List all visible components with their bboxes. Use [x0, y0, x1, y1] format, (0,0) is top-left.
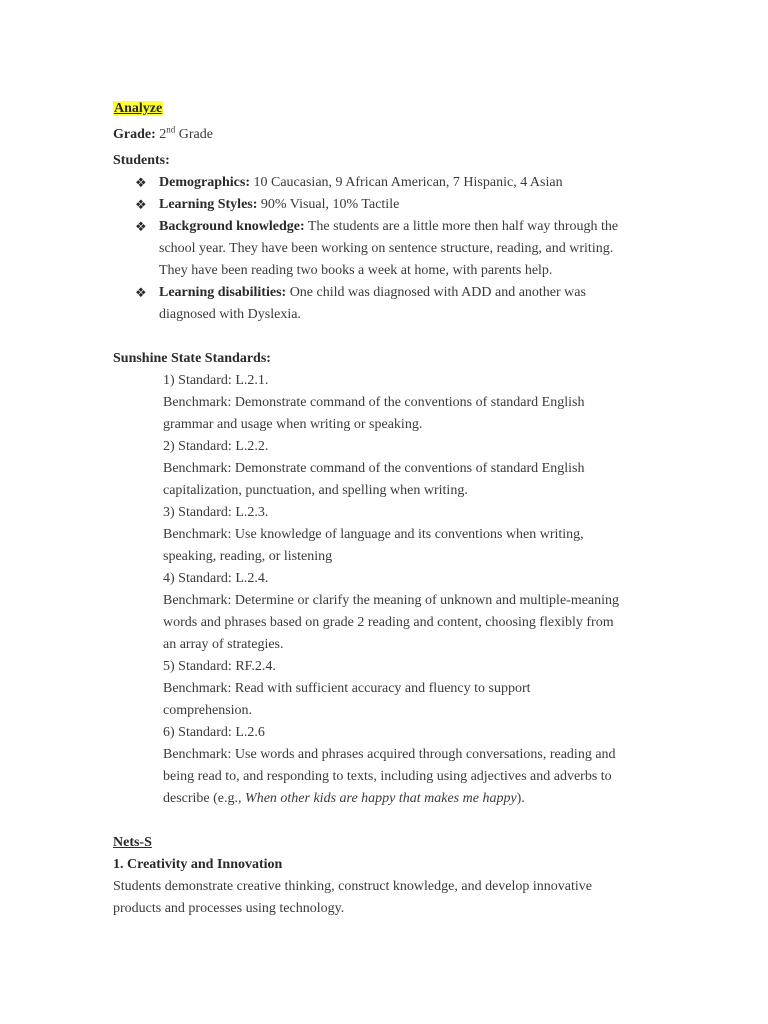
standards-list [113, 370, 673, 810]
standard-item-6 [163, 722, 673, 810]
benchmark-line: comprehension. [163, 703, 253, 718]
standards-heading: Sunshine State Standards: [113, 351, 271, 366]
learning-disabilities-text-2: diagnosed with Dyslexia. [159, 307, 301, 322]
standards-heading-line [113, 348, 673, 370]
background-knowledge-text-3: They have been reading two books a week at home, with parents help. [159, 263, 553, 278]
demographics-label: Demographics: [159, 175, 250, 190]
diamond-bullet-icon: ❖ [135, 285, 147, 300]
benchmark-line: being read to, and responding to texts, including using adjectives and adverbs to [163, 769, 612, 784]
document-page [113, 98, 673, 920]
standard-item-4 [163, 568, 673, 656]
grade-line [113, 124, 673, 146]
benchmark-line: capitalization, punctuation, and spelling when writing. [163, 483, 468, 498]
standard-item-3 [163, 502, 673, 568]
students-line [113, 150, 673, 172]
demographics-text: 10 Caucasian, 9 African American, 7 Hispanic, 4 Asian [250, 175, 563, 190]
list-item [135, 282, 673, 326]
benchmark-line: Benchmark: Demonstrate command of the conventions of standard English [163, 461, 585, 476]
standard-item-5 [163, 656, 673, 722]
benchmark-line-last [163, 788, 673, 810]
standard-code: 2) Standard: L.2.2. [163, 439, 269, 454]
diamond-bullet-icon: ❖ [135, 197, 147, 212]
nets-heading: Nets-S [113, 835, 152, 850]
standard-code: 4) Standard: L.2.4. [163, 571, 269, 586]
grade-label: Grade: [113, 127, 156, 142]
benchmark-line: an array of strategies. [163, 637, 284, 652]
background-knowledge-text-2: school year. They have been working on sentence structure, reading, and writing. [159, 241, 614, 256]
grade-suffix: nd [166, 124, 176, 135]
nets-paragraph-line: products and processes using technology. [113, 901, 345, 916]
diamond-bullet-icon: ❖ [135, 175, 147, 190]
nets-paragraph-line: Students demonstrate creative thinking, construct knowledge, and develop innovative [113, 879, 592, 894]
list-item [135, 194, 673, 216]
benchmark-line: Benchmark: Demonstrate command of the conventions of standard English [163, 395, 585, 410]
benchmark-line: Benchmark: Use words and phrases acquired through conversations, reading and [163, 747, 616, 762]
student-bullet-list [113, 172, 673, 326]
benchmark-prefix: describe (e.g., [163, 791, 246, 806]
benchmark-line: words and phrases based on grade 2 reading and content, choosing flexibly from [163, 615, 614, 630]
standard-code: 1) Standard: L.2.1. [163, 373, 269, 388]
standard-item-1 [163, 370, 673, 436]
diamond-bullet-icon: ❖ [135, 219, 147, 234]
nets-heading-line [113, 832, 673, 854]
standard-code: 5) Standard: RF.2.4. [163, 659, 276, 674]
list-item [135, 216, 673, 282]
learning-styles-label: Learning Styles: [159, 197, 258, 212]
grade-word: Grade [175, 127, 213, 142]
analyze-heading: Analyze [114, 101, 163, 116]
background-knowledge-label: Background knowledge: [159, 219, 305, 234]
benchmark-line: Benchmark: Use knowledge of language and its conventions when writing, [163, 527, 584, 542]
learning-disabilities-label: Learning disabilities: [159, 285, 287, 300]
benchmark-suffix: ). [516, 791, 525, 806]
learning-disabilities-text-1: One child was diagnosed with ADD and another was [286, 285, 586, 300]
benchmark-line: Benchmark: Determine or clarify the meaning of unknown and multiple-meaning [163, 593, 620, 608]
nets-subheading-line [113, 854, 673, 876]
benchmark-line: grammar and usage when writing or speaking. [163, 417, 423, 432]
benchmark-line: Benchmark: Read with sufficient accuracy and fluency to support [163, 681, 531, 696]
standard-item-2 [163, 436, 673, 502]
students-label: Students: [113, 153, 170, 168]
grade-number: 2 [159, 127, 167, 142]
benchmark-line: speaking, reading, or listening [163, 549, 333, 564]
nets-subheading: 1. Creativity and Innovation [113, 857, 283, 872]
standard-code: 3) Standard: L.2.3. [163, 505, 269, 520]
list-item [135, 172, 673, 194]
analyze-heading-line [113, 98, 673, 120]
background-knowledge-text-1: The students are a little more then half way through the [304, 219, 619, 234]
standard-code: 6) Standard: L.2.6 [163, 725, 265, 740]
learning-styles-text: 90% Visual, 10% Tactile [257, 197, 400, 212]
benchmark-example: When other kids are happy that makes me happy [245, 791, 517, 806]
